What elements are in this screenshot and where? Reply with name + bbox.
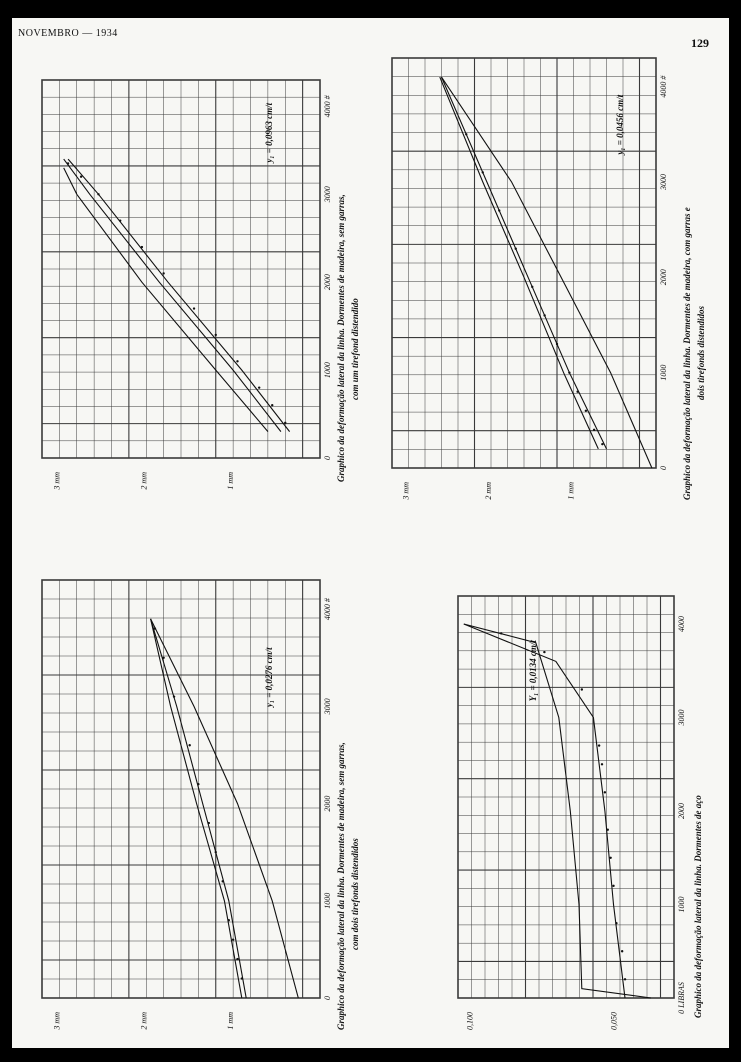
data-point [236, 360, 238, 362]
chart-3-caption-line2: dois tirefonds distendidos [696, 305, 706, 400]
chart-1-caption-line2: com um tirefond distendido [350, 298, 360, 400]
x-tick-label: 1000 [323, 892, 332, 909]
x-tick-label: 1000 [323, 362, 332, 379]
data-point [241, 977, 243, 979]
data-point [215, 334, 217, 336]
chart-1-caption-line1: Graphico da deformação lateral da linha. Dormentes de madeira, sem garras, [336, 194, 346, 482]
data-point [465, 133, 467, 135]
chart-svg [42, 580, 332, 1030]
data-point [208, 822, 210, 824]
x-tick-label: 4000 # [323, 95, 332, 118]
data-point [141, 246, 143, 248]
data-point [593, 429, 595, 431]
x-tick-label: 2000 [677, 803, 686, 820]
data-point [162, 657, 164, 659]
data-point [543, 314, 545, 316]
page-number: 129 [691, 36, 709, 50]
data-point [515, 247, 517, 249]
x-tick-label: 3000 [323, 698, 332, 715]
y-tick-label: 3 mm [52, 1012, 62, 1030]
x-tick-label: 3000 [677, 709, 686, 726]
x-tick-label: 2000 [323, 274, 332, 291]
x-tick-label: 3000 [659, 173, 668, 190]
data-point [215, 851, 217, 853]
data-point [576, 391, 578, 393]
y-tick-label: 3 mm [401, 482, 411, 500]
x-tick-label: 1000 [659, 364, 668, 381]
data-point [222, 880, 224, 882]
chart-madeira-sem-garras-um-tirefond [42, 80, 332, 490]
x-tick-label: 0 [659, 466, 668, 470]
data-point [581, 688, 583, 690]
data-point [188, 744, 190, 746]
x-tick-label: 0 [323, 996, 332, 1000]
data-point [498, 209, 500, 211]
chart-madeira-com-garras-dois-tirefonds [392, 58, 668, 500]
equation-label: Y₁ = 0,0134 cm/t [527, 640, 538, 702]
data-point [604, 791, 606, 793]
x-tick-label: 2000 [323, 795, 332, 812]
x-tick-label: 0 LIBRAS [677, 982, 686, 1014]
data-point [601, 763, 603, 765]
data-point [568, 371, 570, 373]
series-line-1 [64, 159, 281, 432]
chart-0-caption-line2: com dois tirefonds distendidos [350, 838, 360, 950]
data-point [500, 632, 502, 634]
series-line-0 [464, 624, 625, 998]
y-tick-label: 1 mm [566, 482, 576, 500]
y-tick-label: 2 mm [139, 472, 149, 490]
data-point [162, 272, 164, 274]
data-point [258, 386, 260, 388]
series-line-1 [464, 624, 651, 998]
running-header: NOVEMBRO — 1934 [18, 28, 118, 39]
data-point [621, 950, 623, 952]
data-point [232, 938, 234, 940]
equation-label: y₁ = 0,0276 cm/t [264, 647, 275, 708]
data-point [228, 919, 230, 921]
chart-3-caption-line1: Graphico da deformação lateral da linha. Dormentes de madeira, com garras e [682, 207, 692, 500]
data-point [482, 171, 484, 173]
equation-label: y₁ = 0,0456 cm/t [615, 94, 625, 155]
chart-2-caption-line1: Graphico da deformação lateral da linha. Dormentes de aço [693, 795, 703, 1018]
data-point [67, 162, 69, 164]
x-tick-label: 4000 # [323, 598, 332, 621]
data-point [284, 422, 286, 424]
data-point [119, 219, 121, 221]
equation-label: y₁ = 0,0963 cm/t [264, 102, 275, 163]
data-point [154, 627, 156, 629]
y-tick-label: 1 mm [226, 1012, 236, 1030]
y-tick-label: 0,050 [609, 1012, 619, 1030]
data-point [543, 651, 545, 653]
chart-madeira-sem-garras-dois-tirefonds [42, 580, 332, 1030]
data-point [531, 286, 533, 288]
data-point [556, 343, 558, 345]
data-point [80, 175, 82, 177]
chart-dormentes-de-aco [458, 596, 686, 1030]
data-point [612, 885, 614, 887]
data-point [624, 978, 626, 980]
data-point [585, 410, 587, 412]
data-point [271, 404, 273, 406]
data-point [97, 193, 99, 195]
y-tick-label: 2 mm [139, 1012, 149, 1030]
data-point [615, 922, 617, 924]
x-tick-label: 3000 [323, 186, 332, 203]
data-point [598, 744, 600, 746]
chart-svg [392, 58, 668, 500]
series-line-0 [68, 159, 290, 432]
x-tick-label: 2000 [659, 269, 668, 286]
y-tick-label: 0,100 [465, 1012, 475, 1030]
x-tick-label: 1000 [677, 896, 686, 913]
chart-0-caption-line1: Graphico da deformação lateral da linha. Dormentes de madeira, sem garras, [336, 742, 346, 1030]
data-point [236, 958, 238, 960]
data-point [601, 443, 603, 445]
data-point [197, 783, 199, 785]
chart-svg [458, 596, 686, 1030]
y-tick-label: 1 mm [226, 472, 236, 490]
data-point [173, 695, 175, 697]
y-tick-label: 2 mm [484, 482, 493, 500]
chart-svg [42, 80, 332, 490]
data-point [609, 857, 611, 859]
y-tick-label: 3 mm [52, 472, 62, 490]
x-tick-label: 4000 # [659, 75, 668, 98]
x-tick-label: 0 [323, 456, 332, 460]
data-point [193, 307, 195, 309]
x-tick-label: 4000 [677, 616, 686, 633]
data-point [607, 829, 609, 831]
